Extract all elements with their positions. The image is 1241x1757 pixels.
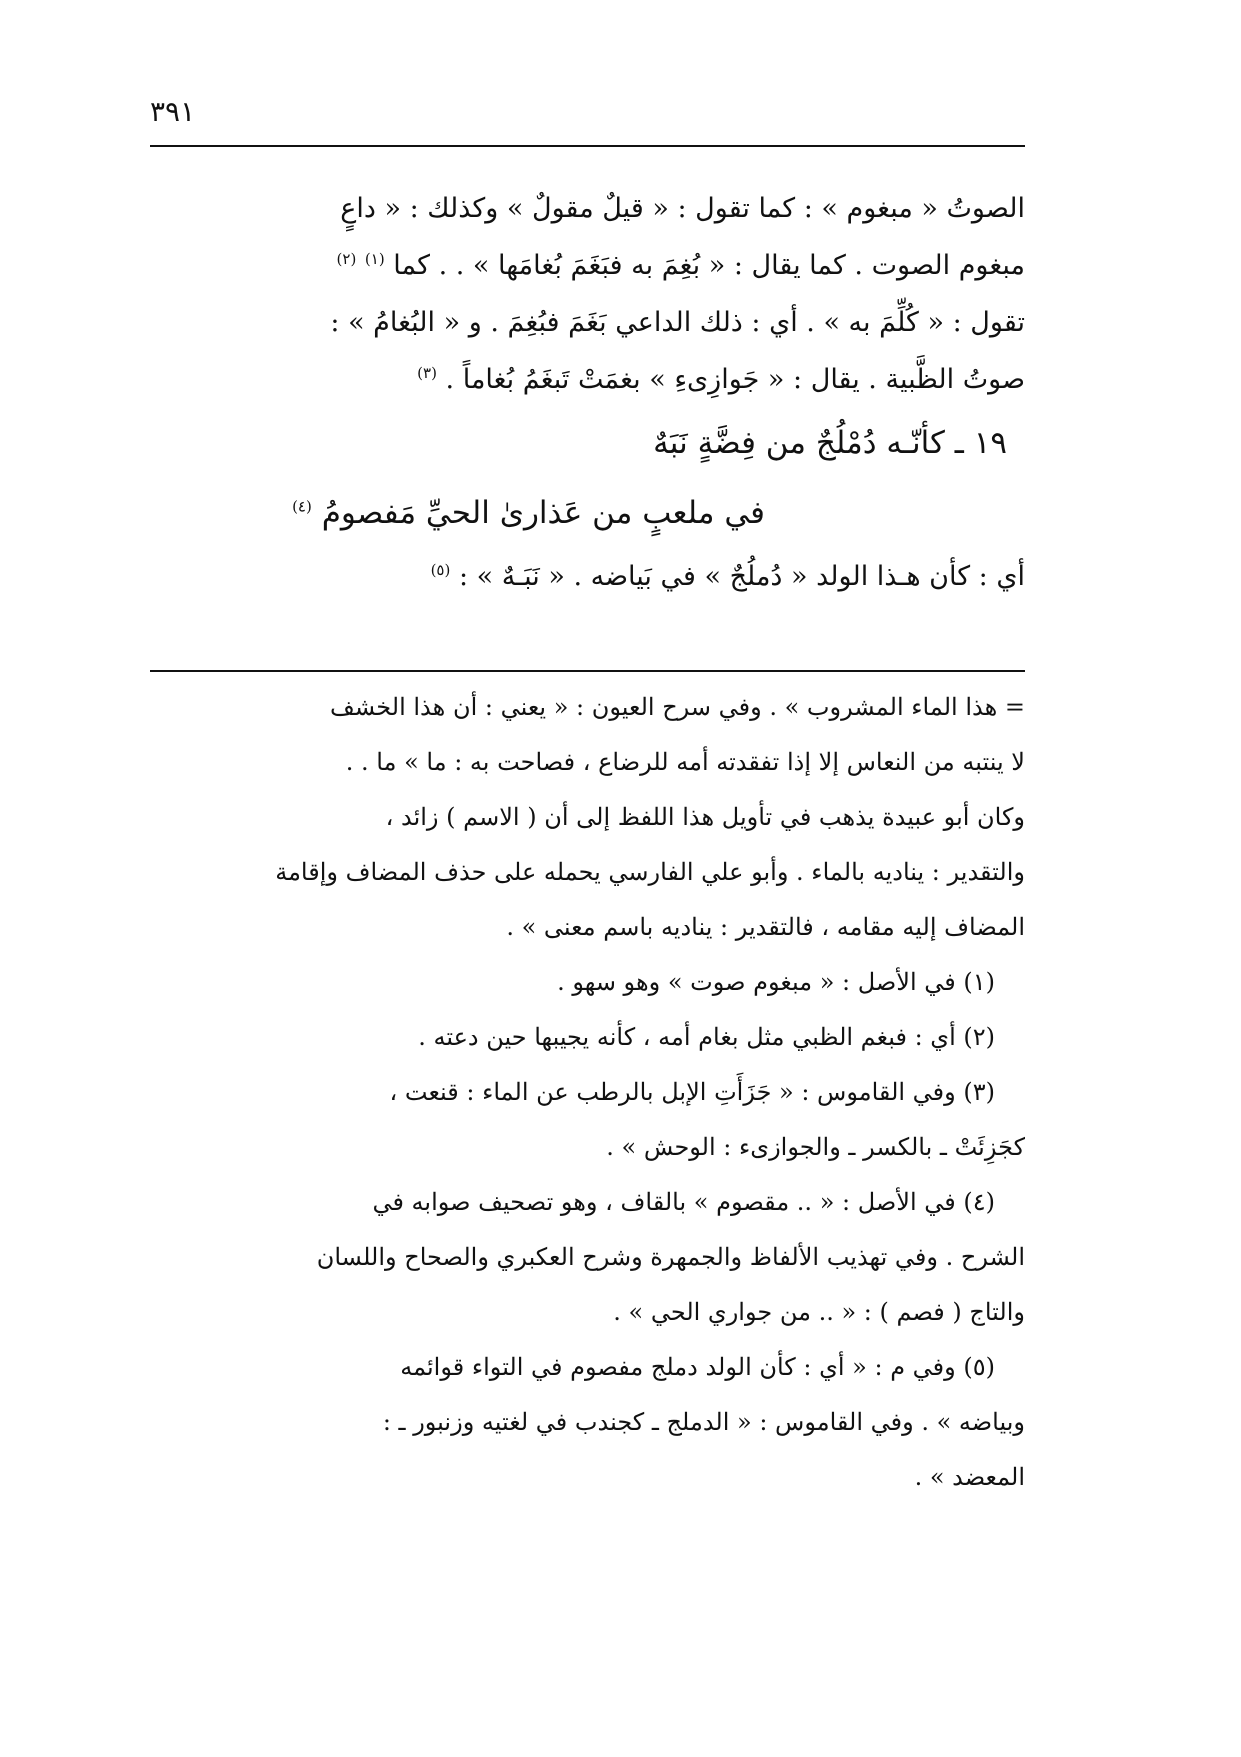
footnote-line: المضاف إليه مقامه ، فالتقدير : يناديه باسم معنى » . — [506, 913, 1025, 941]
footnote-line: = هذا الماء المشروب » . وفي سرح العيون : « يعني : أن هذا الخشف — [330, 693, 1025, 721]
footnote-line: لا ينتبه من النعاس إلا إذا تفقدته أمه للرضاع ، فصاحت به : ما » ما . . — [345, 748, 1025, 776]
body-line: تقول : « كُلِّمَ به » . أي : ذلك الداعي بَغَمَ فبُغِمَ . و « البُغامُ » : — [330, 307, 1025, 338]
footnote-2: (٢) أي : فبغم الظبي مثل بغام أمه ، كأنه يجيبها حين دعته . — [418, 1023, 995, 1051]
footnote-ref-1: (١) — [364, 250, 385, 268]
footnote-line: الشرح . وفي تهذيب الألفاظ والجمهرة وشرح العكبري والصحاح واللسان — [316, 1243, 1025, 1271]
footnote-3: (٣) وفي القاموس : « جَزَأَتِ الإبل بالرطب عن الماء : قنعت ، — [389, 1078, 995, 1106]
body-line: صوتُ الظَّبية . يقال : « جَوازِىءِ » بغمَتْ تَبغَمُ بُغاماً . $^{(٣)}$ — [417, 364, 1025, 395]
footnote-ref-3: (٣) — [417, 364, 437, 382]
body-line — [150, 237, 1025, 294]
footnote-line: كجَزِئَتْ ـ بالكسر ـ والجوازىء : الوحش » . — [606, 1133, 1025, 1161]
page-number: ٣٩١ — [150, 95, 196, 128]
body-line: الصوتُ « مبغوم » : كما تقول : « قيلٌ مقولٌ » وكذلك : « داعٍ — [340, 193, 1025, 224]
main-text — [150, 180, 1025, 605]
footnote-line: والتقدير : يناديه بالماء . وأبو علي الفارسي يحمله على حذف المضاف وإقامة — [275, 858, 1025, 886]
body-line-text: مبغوم الصوت . كما يقال : « بُغِمَ به فبَغَمَ بُغامَها » . . كما — [393, 250, 1025, 281]
footnote-4: (٤) في الأصل : « .. مقصوم » بالقاف ، وهو تصحيف صوابه في — [372, 1188, 995, 1216]
footnote-line: المعضد » . — [914, 1463, 1025, 1491]
footnote-ref-4: (٤) — [292, 497, 312, 516]
footnote-ref-5: (٥) — [430, 561, 451, 579]
verse-line-1: ١٩ ـ كأنّـه دُمْلُجٌ من فِضَّةٍ نَبَهٌ — [653, 425, 1007, 461]
footnote-5: (٥) وفي م : « أي : كأن الولد دملج مفصوم في التواء قوائمه — [400, 1353, 995, 1381]
footnote-line: والتاج ( فصم ) : « .. من جواري الحي » . — [613, 1298, 1025, 1326]
footnotes — [150, 680, 1025, 1505]
footnote-line: وبياضه » . وفي القاموس : « الدملج ـ كجندب في لغتيه وزنبور ـ : — [382, 1408, 1025, 1436]
header-rule — [150, 145, 1025, 147]
footnote-line: وكان أبو عبيدة يذهب في تأويل هذا اللفظ إلى أن ( الاسم ) زائد ، — [385, 803, 1025, 831]
footnote-1: (١) في الأصل : « مبغوم صوت » وهو سهو . — [557, 968, 995, 996]
footnote-separator — [150, 670, 1025, 672]
footnote-ref-2: (٢) — [336, 250, 357, 268]
verse-line-2: في ملعبٍ من عَذارىٰ الحيِّ مَفصومُ $^{(٤)}$ — [292, 495, 765, 531]
body-line: أي : كأن هـذا الولد « دُملُجٌ » في بَياضه . « نَبَـهٌ » : $^{(٥)}$ — [430, 561, 1025, 592]
